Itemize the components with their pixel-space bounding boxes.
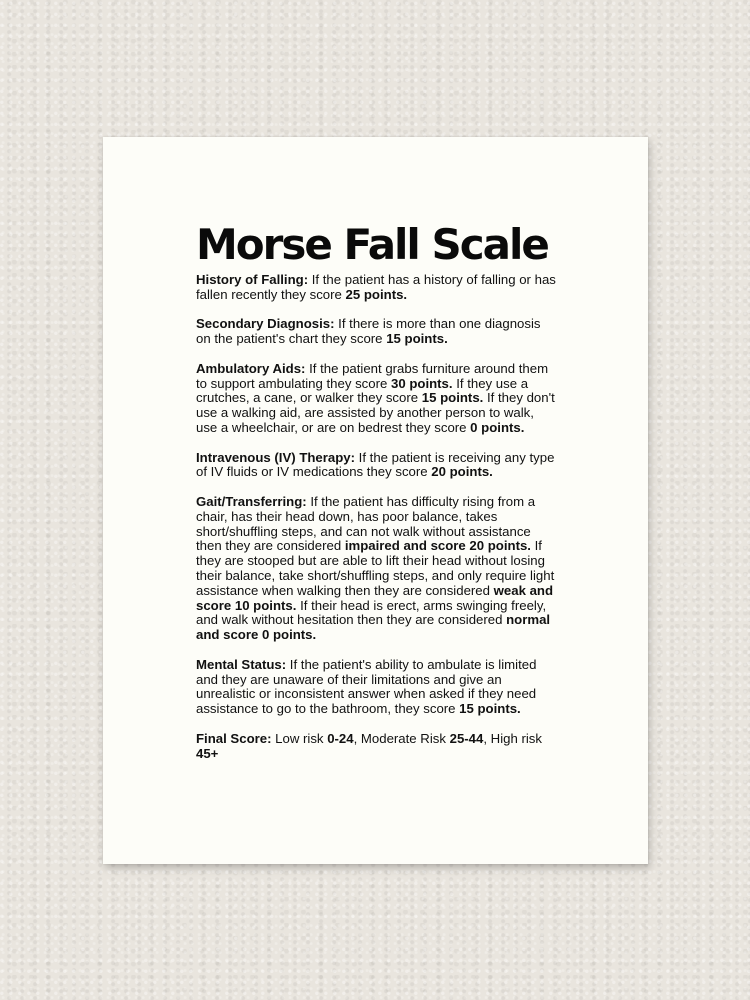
section-score: 15 points. [421,390,484,406]
section-text: If their head is erect, arms swinging freely, and walk without hesitation then they are considered [196,597,547,628]
section-score: 25 points. [345,286,408,302]
section-ambulatory-aids [196,362,558,436]
art-print [103,137,648,864]
section-text: If they don't use a walking aid, are assisted by another person to walk, use a wheelchair, or are on bedrest they score [196,390,555,435]
section-text: If the patient is receiving any type of IV fluids or IV medications they score [196,449,555,480]
section-text: If the patient has a history of falling or has fallen recently they score [196,272,556,302]
section-heading: History of Falling: [196,272,309,287]
section-score: 0 points. [470,419,525,435]
section-heading: Gait/Transferring: [196,493,307,509]
section-text: , High risk [483,730,542,746]
section-score: 0-24 [327,730,354,746]
scale-content [196,273,558,776]
section-history-of-falling [196,273,558,303]
section-gait-transferring [196,495,558,643]
section-score: 20 points. [431,464,493,480]
section-score: 15 points. [459,701,521,717]
section-text: , Moderate Risk [353,730,450,746]
section-text: If they are stooped but are able to lift their head without losing their balance, take short/shuffling steps, and only require light assistance when walking then they are considered [196,538,555,598]
section-score: weak and score 10 points. [196,582,554,613]
section-heading: Intravenous (IV) Therapy: [196,449,356,465]
page-title: Morse Fall Scale [196,220,548,269]
section-text: If there is more than one diagnosis on the patient's chart they score [196,316,541,347]
section-score: impaired and score 20 points. [344,538,531,554]
section-text: Low risk [271,730,328,746]
section-score: normal and score 0 points. [196,612,551,643]
section-heading: Mental Status: [196,656,287,672]
section-score: 30 points. [391,375,453,391]
section-score: 15 points. [386,331,448,347]
section-mental-status [196,658,558,717]
section-text: If the patient has difficulty rising from a chair, has their head down, has poor balance, takes short/shuffling steps, and can not walk without assistance then they are considered [196,493,536,554]
section-text: If the patient's ability to ambulate is limited and they are unaware of their limitations and give an unrealistic or inconsistent answer when asked if they need assistance to go to the bathroom, they score [196,656,537,717]
section-score: 45+ [196,745,219,761]
section-heading: Final Score: [196,730,272,746]
section-text: If they use a crutches, a cane, or walker they score [196,375,529,406]
section-iv-therapy [196,451,558,481]
section-text: If the patient grabs furniture around them to support ambulating they score [196,360,549,391]
section-score: 25-44 [449,730,484,746]
section-heading: Secondary Diagnosis: [196,316,335,332]
section-final-score [196,732,558,762]
section-secondary-diagnosis [196,317,558,347]
section-heading: Ambulatory Aids: [196,360,306,376]
